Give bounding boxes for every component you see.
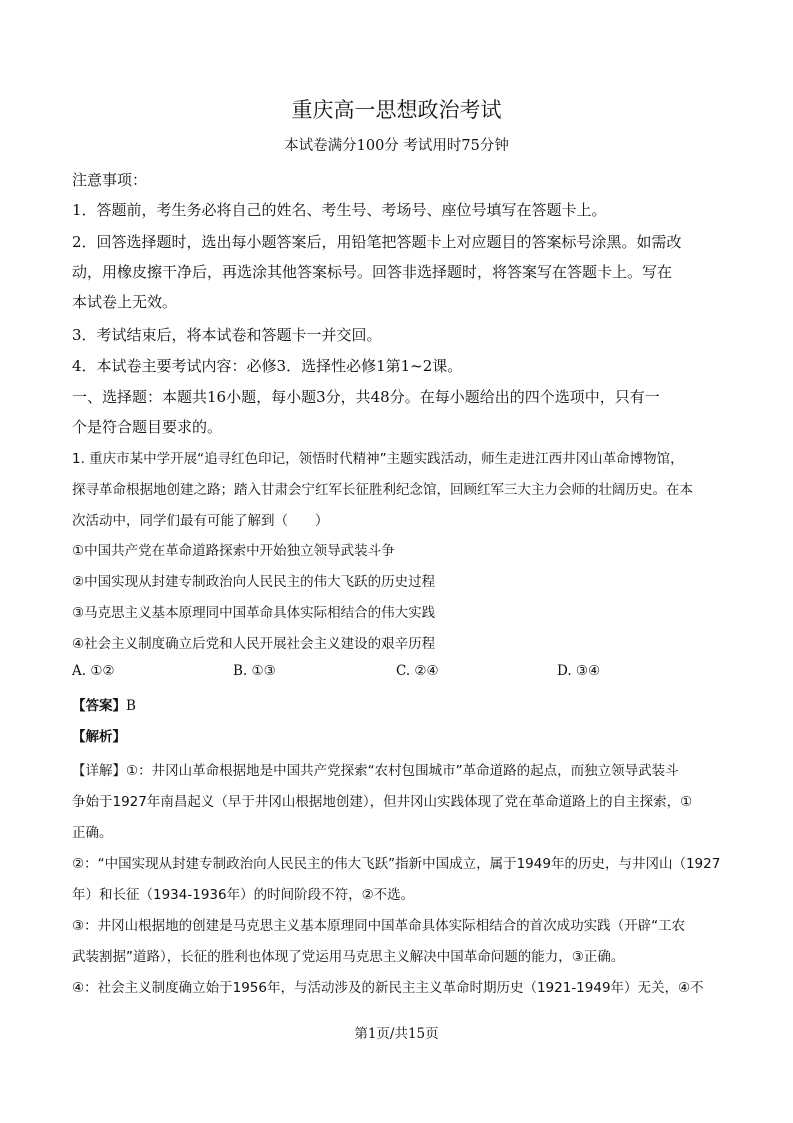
page-footer: 第1页/共15页	[354, 1026, 439, 1042]
statement-2: ②中国实现从封建专制政治向人民民主的伟大飞跃的历史过程	[72, 574, 436, 590]
detail-line: ②：“中国实现从封建专制政治向人民民主的伟大飞跃”指新中国成立，属于1949年的历史，与井冈山（1927	[72, 856, 721, 872]
answer-value: B	[126, 698, 136, 714]
detail-line: 正确。	[72, 825, 113, 841]
notice-item-3: 3．考试结束后，将本试卷和答题卡一并交回。	[72, 326, 382, 344]
detail-paragraph-1	[72, 756, 722, 849]
detail-paragraph-2	[72, 849, 722, 911]
question-stem-line: 探寻革命根据地创建之路；踏入甘肃会宁红军长征胜利纪念馆，回顾红军三大主力会师的壮阔历史。在本	[72, 482, 693, 498]
answer-line	[72, 694, 136, 714]
section-heading-line: 个是符合题目要求的。	[72, 418, 223, 436]
statement-1: ①中国共产党在革命道路探索中开始独立领导武装斗争	[72, 543, 395, 559]
notice-item-2-line: 2．回答选择题时，选出每小题答案后，用铅笔把答题卡上对应题目的答案标号涂黑。如需改	[72, 233, 682, 251]
question-1-stem	[72, 444, 722, 537]
notice-heading: 注意事项：	[72, 171, 148, 189]
notice-item-4: 4．本试卷主要考试内容：必修3．选择性必修1第1~2课。	[72, 357, 463, 375]
question-stem-line: 1. 重庆市某中学开展“追寻红色印记，领悟时代精神”主题实践活动，师生走进江西井冈山革命博物馆，	[72, 451, 684, 467]
page-subtitle: 本试卷满分100分 考试用时75分钟	[284, 138, 509, 154]
detail-line: ④：社会主义制度确立始于1956年，与活动涉及的新民主主义革命时期历史（1921-1949年）无关，④不	[72, 980, 704, 996]
detail-paragraph-3	[72, 911, 722, 973]
section-heading-line: 一、选择题：本题共16小题，每小题3分，共48分。在每小题给出的四个选项中，只有一	[72, 388, 660, 406]
detail-line: 武装割据”道路），长征的胜利也体现了党运用马克思主义解决中国革命问题的能力，③正确。	[72, 949, 625, 965]
notice-item-1: 1．答题前，考生务必将自己的姓名、考生号、考场号、座位号填写在答题卡上。	[72, 201, 607, 219]
statement-3: ③马克思主义基本原理同中国革命具体实际相结合的伟大实践	[72, 605, 436, 621]
detail-line: 争始于1927年南昌起义（早于井冈山根据地创建），但井冈山实践体现了党在革命道路上的自主探索，①	[72, 794, 693, 810]
notice-item-2	[72, 227, 722, 317]
choice-a: A. ①②	[72, 663, 115, 679]
choice-b: B. ①③	[233, 663, 276, 679]
statement-4: ④社会主义制度确立后党和人民开展社会主义建设的艰辛历程	[72, 636, 436, 652]
choice-c: C. ②④	[396, 663, 439, 679]
notice-item-2-line: 动，用橡皮擦干净后，再选涂其他答案标号。回答非选择题时，将答案写在答题卡上。写在	[72, 263, 673, 281]
question-stem-line: 次活动中，同学们最有可能了解到（ ）	[72, 513, 329, 529]
answer-label: 【答案】	[72, 698, 126, 714]
analysis-label: 【解析】	[72, 729, 126, 745]
section-heading	[72, 382, 722, 442]
detail-paragraph-4	[72, 973, 722, 1004]
notice-item-2-line: 本试卷上无效。	[72, 293, 178, 311]
choice-d: D. ③④	[557, 663, 601, 679]
detail-line: 年）和长征（1934-1936年）的时间阶段不符，②不选。	[72, 887, 415, 903]
detail-line: ③：井冈山根据地的创建是马克思主义基本原理同中国革命具体实际相结合的首次成功实践（开辟“工农	[72, 918, 686, 934]
detail-line: 【详解】①：井冈山革命根据地是中国共产党探索“农村包围城市”革命道路的起点，而独立领导武装斗	[72, 763, 679, 779]
page-title: 重庆高一思想政治考试	[291, 98, 502, 122]
